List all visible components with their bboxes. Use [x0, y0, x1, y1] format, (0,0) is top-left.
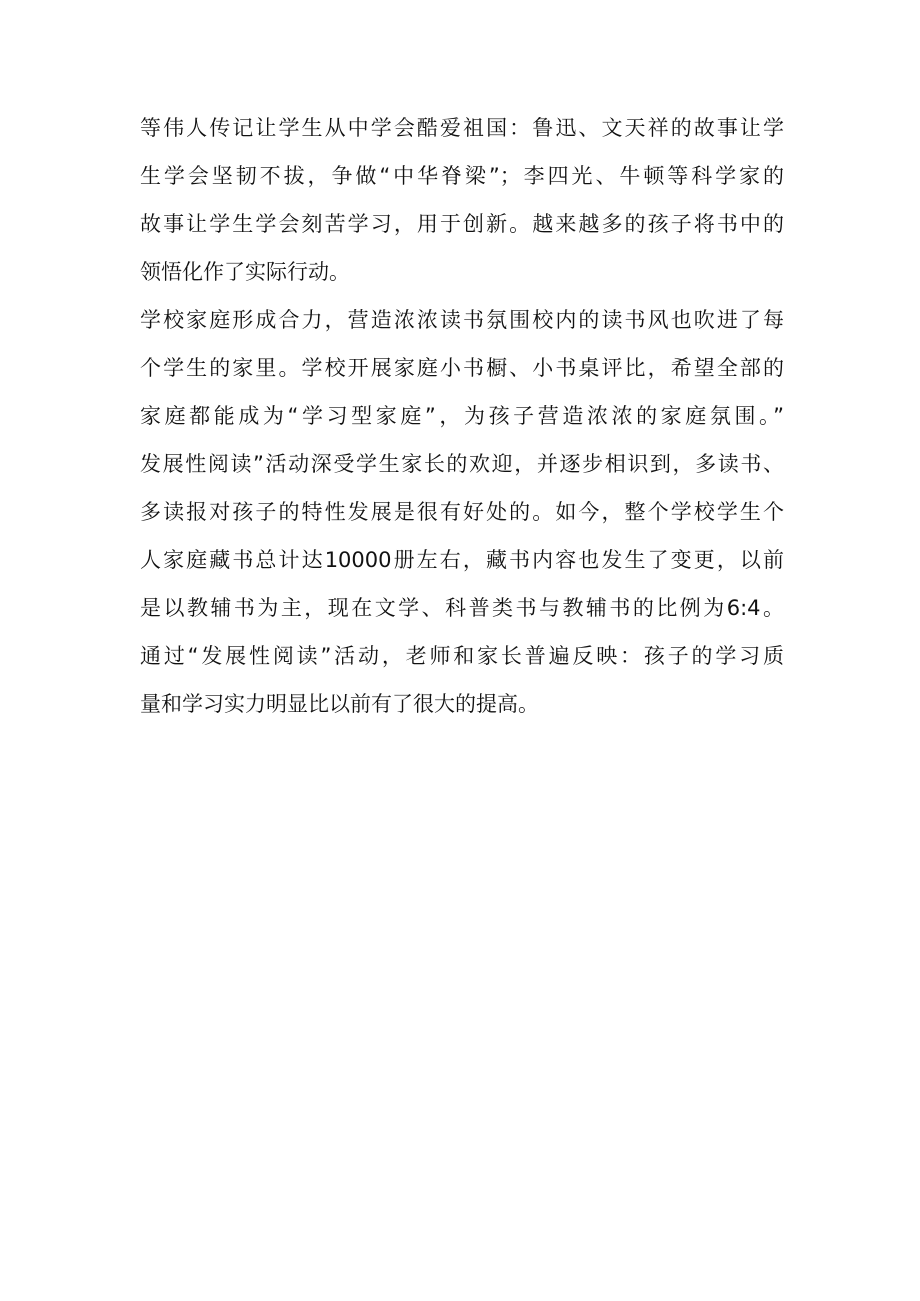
text-line-11: 是以教辅书为主，现在文学、科普类书与教辅书的比例为6:4。	[140, 596, 784, 620]
text-line-13: 量和学习实力明显比以前有了很大的提高。	[140, 692, 539, 716]
text-line-10: 人家庭藏书总计达10000册左右，藏书内容也发生了变更，以前	[140, 548, 784, 572]
text-line-2: 生学会坚韧不拔，争做“中华脊梁”；李四光、牛顿等科学家的	[140, 164, 784, 188]
text-line-9: 多读报对孩子的特性发展是很有好处的。如今，整个学校学生个	[140, 500, 784, 524]
text-line-8: 发展性阅读”活动深受学生家长的欢迎，并逐步相识到，多读书、	[140, 452, 784, 476]
text-line-12: 通过“发展性阅读”活动，老师和家长普遍反映：孩子的学习质	[140, 644, 784, 668]
text-line-1: 等伟人传记让学生从中学会酷爱祖国：鲁迅、文天祥的故事让学	[140, 116, 784, 140]
text-line-6: 个学生的家里。学校开展家庭小书橱、小书桌评比，希望全部的	[140, 356, 784, 380]
text-line-5: 学校家庭形成合力，营造浓浓读书氛围校内的读书风也吹进了每	[140, 308, 784, 332]
text-line-3: 故事让学生学会刻苦学习，用于创新。越来越多的孩子将书中的	[140, 212, 784, 236]
text-line-7: 家庭都能成为“学习型家庭”，为孩子营造浓浓的家庭氛围。”	[140, 404, 784, 428]
text-line-4: 领悟化作了实际行动。	[140, 260, 350, 284]
body-text	[140, 104, 784, 728]
